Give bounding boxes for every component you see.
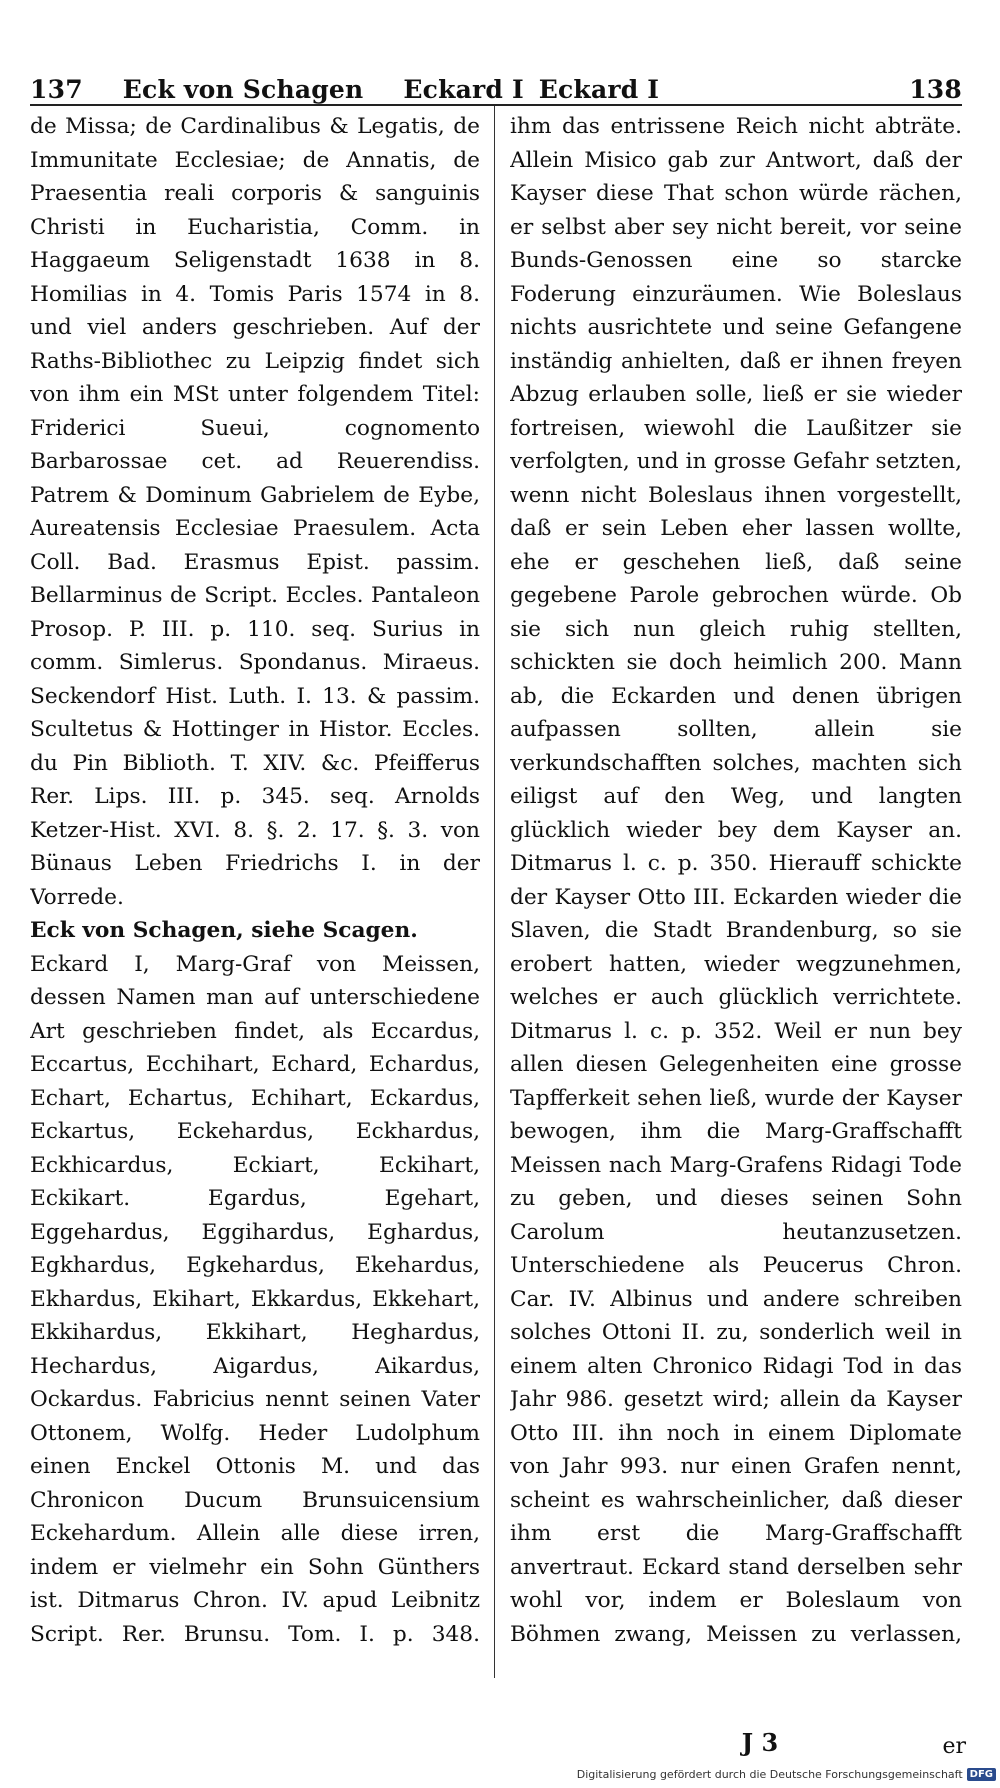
entry-eckard-i: Eckard I, Marg-Graf von Meissen, dessen Namen man auf unterschiedene Art geschrieben findet, als Eccardus, Eccartus, Ecchihart, Echard, Echardus, Echart, Echartus, Echihart, Eckardus, Eckartus, Eckehardus, Eckhardus, Eckhicardus, Eckiart, Eckihart, Eckikart. Egardus, Egehart, Eggehardus, Eggihardus, Eghardus, Egkhardus, Egkehardus, Ekehardus, Ekhardus, Ekihart, Ekkardus, Ekkehart, Ekkihardus, Ekkihart, Heghardus, Hechardus, Aigardus, Aikardus, Ockardus. Fabricius nennt seinen Vater Ottonem, Wolfg. Heder Ludolphum einen Enckel Ottonis M. und das Chronicon Ducum Brunsuicensium Eckehardum. Allein alle diese irren, indem er vielmehr ein Sohn Günthers ist. Ditmarus Chron. IV. apud Leibnitz Script. Rer. Brunsu. Tom. I. p. 348. [30, 951, 480, 1647]
credit-text: Digitalisierung gefördert durch die Deutsche Forschungsgemeinschaft [576, 1767, 963, 1781]
column-divider [494, 106, 495, 1678]
header-rule [30, 104, 962, 106]
right-page-number: 138 [909, 75, 962, 104]
running-header [30, 60, 962, 104]
digitization-credit [560, 1764, 996, 1784]
left-paragraph-1: de Missa; de Cardinalibus & Legatis, de Immunitate Ecclesiae; de Annatis, de Praesentia reali corporis & sanguinis Christi in Eucharistia, Comm. in Haggaeum Seligenstadt 1638 in 8. Homilias in 4. Tomis Paris 1574 in 8. und viel anders geschrieben. Auf der Raths-Bibliothec zu Leipzig findet sich von ihm ein MSt unter folgendem Titel: Friderici Sueui, cognomento Barbarossae cet. ad Reuerendiss. Patrem & Dominum Gabrielem de Eybe, Aureatensis Ecclesiae Praesulem. Acta Coll. Bad. Erasmus Epist. passim. Bellarminus de Script. Eccles. Pantaleon Prosop. P. III. p. 110. seq. Surius in comm. Simlerus. Spondanus. Miraeus. Seckendorf Hist. Luth. I. 13. & passim. Scultetus & Hottinger in Histor. Eccles. du Pin Biblioth. T. XIV. &c. Pfeifferus Rer. Lips. III. p. 345. seq. Arnolds Ketzer-Hist. XVI. 8. §. 2. 17. §. 3. von Bünaus Leben Friedrichs I. in der Vorrede. [30, 114, 480, 910]
right-paragraph-1: ihm das entrissene Reich nicht abträte. Allein Misico gab zur Antwort, daß der Kayser diese That schon würde rächen, er selbst aber sey nicht bereit, vor seine Bunds-Genossen eine so starcke Foderung einzuräumen. Wie Boleslaus nichts ausrichtete und seine Gefangene inständig anhielten, daß er ihnen freyen Abzug erlauben solle, ließ er sie wieder fortreisen, wiewohl die Laußitzer sie verfolgten, und in grosse Gefahr setzten, wenn nicht Boleslaus ihnen vorgestellt, daß er sein Leben eher lassen wollte, ehe er geschehen ließ, daß seine gegebene Parole gebrochen würde. Ob sie sich nun gleich ruhig stellten, schickten sie doch heimlich 200. Mann ab, die Eckarden und denen übrigen aufpassen sollten, allein sie verkundschafften solches, machten sich eiligst auf den Weg, und langten glücklich wieder bey dem Kayser an. Ditmarus l. c. p. 350. Hierauff schickte der Kayser Otto III. Eckarden wieder die Slaven, die Stadt Brandenburg, so sie erobert hatten, wieder wegzunehmen, welches er auch glücklich verrichtete. Ditmarus l. c. p. 352. Weil er nun bey allen diesen Gelegenheiten eine grosse Tapfferkeit sehen ließ, wurde der Kayser bewogen, ihm die Marg-Graffschafft Meissen nach Marg-Grafens Ridagi Tode zu geben, und dieses seinen Sohn Carolum heutanzusetzen. Unterschiedene als Peucerus Chron. Car. IV. Albinus und andere schreiben solches Ottoni II. zu, sonderlich weil in einem alten Chronico Ridagi Tod in das Jahr 986. gesetzt wird; allein da Kayser Otto III. ihn noch in einem Diplomate von Jahr 993. nur einen Grafen nennt, scheint es wahrscheinlicher, daß dieser ihm erst die Marg-Graffschafft anvertraut. Eckard stand derselben sehr wohl vor, indem er Boleslaum von Böhmen zwang, Meissen zu verlassen, [510, 114, 962, 1647]
left-column [30, 110, 480, 1648]
right-running-title: Eckard I [538, 75, 660, 104]
right-column [510, 110, 962, 1648]
catchword: er [942, 1734, 966, 1759]
entry-eck-von-schagen: Eck von Schagen, siehe Scagen. [30, 918, 418, 943]
signature-mark: J 3 [741, 1728, 779, 1757]
left-running-title-2: Eckard I [403, 75, 524, 104]
header-left [30, 75, 524, 104]
left-running-title: Eck von Schagen [122, 75, 364, 104]
header-right [539, 75, 962, 104]
left-page-number: 137 [30, 75, 83, 104]
dfg-logo: DFG [967, 1768, 996, 1781]
